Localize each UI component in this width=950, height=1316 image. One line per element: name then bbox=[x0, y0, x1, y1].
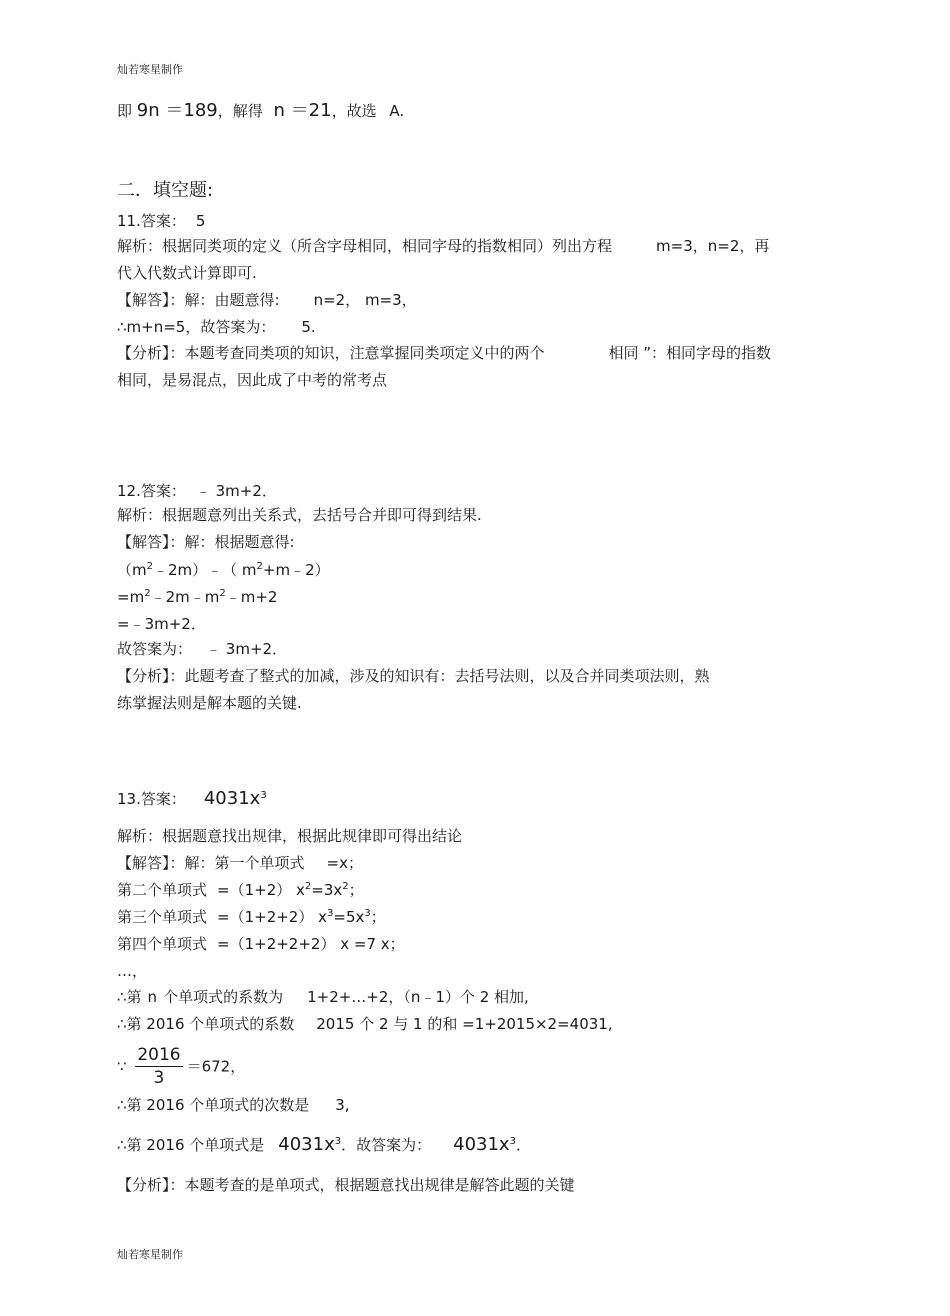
q13-coeff-general bbox=[117, 987, 529, 1007]
q13-coeff-2016 bbox=[117, 1014, 613, 1034]
math-part: ＝672， bbox=[186, 1057, 246, 1076]
math-21: ＝21 bbox=[284, 100, 332, 121]
choice-a: A. bbox=[389, 102, 405, 120]
solution-text: ∴第 2016 个单项式的系数 bbox=[117, 1015, 295, 1033]
answer-label: 11.答案： bbox=[117, 212, 186, 230]
exponent: 2 bbox=[144, 588, 151, 599]
q13-fraction-line bbox=[117, 1044, 245, 1089]
q11-fenxi-line-1 bbox=[117, 343, 771, 363]
math-part: 1+2+…+2，（n﹣1）个 2 相加, bbox=[307, 988, 529, 1006]
q12-answer bbox=[117, 481, 277, 501]
exponent: 2 bbox=[304, 881, 312, 892]
fenxi-text: 【分析】：本题考查同类项的知识，注意掌握同类项定义中的两个 bbox=[117, 344, 545, 362]
answer-value: 5 bbox=[195, 212, 206, 230]
answer-value: ﹣ 3m+2． bbox=[206, 640, 288, 658]
q13-answer bbox=[117, 789, 267, 809]
q13-final bbox=[117, 1135, 531, 1155]
math-part: =3x bbox=[311, 881, 343, 899]
exponent: 2 bbox=[146, 561, 153, 572]
q12-fenxi-line-1: 【分析】：此题考查了整式的加减，涉及的知识有：去括号法则，以及合并同类项法则，熟 bbox=[117, 667, 710, 685]
math-part: 3, bbox=[335, 1096, 350, 1114]
exponent: 2 bbox=[219, 588, 226, 599]
solution-text: ∴第 2016 个单项式是 bbox=[117, 1136, 265, 1154]
q12-solution-line-1: 【解答】：解：根据题意得: bbox=[117, 533, 295, 551]
q11-analysis-line-1 bbox=[117, 236, 769, 256]
solution-text: ∴m+n=5，故答案为： bbox=[117, 318, 276, 336]
math-part: =（1+2） x bbox=[217, 881, 305, 899]
math-part: +m﹣2） bbox=[262, 561, 330, 579]
solution-text: 【解答】：解：第一个单项式 bbox=[117, 854, 305, 872]
exponent: 2 bbox=[256, 561, 263, 572]
math-part: ﹣2m）﹣（ m bbox=[153, 561, 257, 579]
q11-solution-line-1 bbox=[117, 290, 417, 310]
q12-fenxi-line-2: 练掌握法则是解本题的关键. bbox=[117, 694, 302, 712]
math-n: n bbox=[273, 100, 285, 121]
math-part: ； bbox=[370, 908, 386, 926]
math-part: ﹣m+2 bbox=[225, 588, 278, 606]
section-title: 二．填空题: bbox=[117, 180, 214, 201]
math-part: =（1+2+2+2） x =7 x； bbox=[217, 935, 405, 953]
q13-fenxi: 【分析】：本题考查的是单项式，根据题意找出规律是解答此题的关键 bbox=[117, 1176, 575, 1194]
exponent: 3 bbox=[509, 1136, 516, 1147]
solution-text: 第二个单项式 bbox=[117, 881, 208, 899]
because-symbol: ∵ bbox=[117, 1057, 127, 1076]
solution-text: 【解答】：解：由题意得: bbox=[117, 291, 280, 309]
fraction-2016-over-3 bbox=[135, 1044, 182, 1089]
header-watermark: 灿若寒星制作 bbox=[117, 63, 183, 76]
math-part: =5x bbox=[333, 908, 365, 926]
footer-watermark: 灿若寒星制作 bbox=[117, 1248, 183, 1261]
solution-text: ∴第 2016 个单项式的次数是 bbox=[117, 1096, 310, 1114]
text-segment: 即 bbox=[117, 102, 137, 120]
solution-text: 5. bbox=[301, 318, 316, 336]
q12-step-3: =﹣3m+2． bbox=[117, 615, 206, 633]
text-segment: ，故选 bbox=[331, 102, 382, 120]
math-9n: 9n bbox=[136, 100, 160, 121]
math-part: ． bbox=[515, 1136, 531, 1154]
q13-mono-3 bbox=[117, 907, 386, 927]
fraction-numerator: 2016 bbox=[137, 1045, 181, 1065]
exponent: 3 bbox=[364, 908, 371, 919]
q13-degree bbox=[117, 1095, 350, 1115]
q11-answer bbox=[117, 211, 205, 231]
fraction-denominator: 3 bbox=[153, 1068, 165, 1088]
q11-fenxi-line-2: 相同，是易混点，因此成了中考的常考点 bbox=[117, 371, 388, 389]
q13-analysis: 解析：根据题意找出规律，根据此规律即可得出结论 bbox=[117, 827, 463, 845]
math-part: （m bbox=[117, 561, 147, 579]
q13-mono-2 bbox=[117, 880, 364, 900]
fenxi-text: 相同 ”：相同字母的指数 bbox=[608, 344, 772, 362]
q11-solution-line-2 bbox=[117, 317, 316, 337]
solution-text: ．故答案为： bbox=[341, 1136, 432, 1154]
text-segment: 故答案为： bbox=[117, 640, 193, 658]
answer-label: 12.答案： bbox=[117, 482, 186, 500]
math-part: 4031x bbox=[278, 1134, 335, 1155]
answer-value: 4031x bbox=[203, 788, 261, 809]
math-part: ； bbox=[348, 881, 364, 899]
analysis-text: m=3，n=2，再 bbox=[656, 237, 770, 255]
q12-step-2 bbox=[117, 587, 277, 607]
solution-text: 第四个单项式 bbox=[117, 935, 208, 953]
answer-value: ﹣ 3m+2． bbox=[195, 482, 277, 500]
exponent: 3 bbox=[327, 908, 334, 919]
exponent: 2 bbox=[342, 881, 349, 892]
math-part: =x； bbox=[326, 854, 363, 872]
q13-dots: …， bbox=[117, 962, 148, 980]
q13-mono-4 bbox=[117, 934, 405, 954]
q12-step-1 bbox=[117, 560, 330, 580]
answer-label: 13.答案： bbox=[117, 790, 186, 808]
q12-analysis: 解析：根据题意列出关系式，去括号合并即可得到结果. bbox=[117, 506, 482, 524]
math-n: n bbox=[147, 988, 158, 1006]
exponent: 3 bbox=[260, 790, 267, 801]
solution-text: n=2， m=3， bbox=[313, 291, 417, 309]
math-part: 2015 个 2 与 1 的和 =1+2015×2=4031, bbox=[316, 1015, 613, 1033]
conclusion-line bbox=[117, 101, 404, 121]
math-189: ＝189 bbox=[159, 100, 218, 121]
math-part: =（1+2+2） x bbox=[217, 908, 327, 926]
q13-mono-1 bbox=[117, 853, 363, 873]
math-part: =m bbox=[117, 588, 145, 606]
solution-text: ∴第 bbox=[117, 988, 142, 1006]
q11-analysis-line-2: 代入代数式计算即可. bbox=[117, 264, 257, 282]
solution-text: 第三个单项式 bbox=[117, 908, 208, 926]
exponent: 3 bbox=[334, 1136, 342, 1147]
math-part: 4031x bbox=[453, 1134, 510, 1155]
text-segment: ，解得 bbox=[217, 102, 268, 120]
analysis-text: 解析：根据同类项的定义（所含字母相同，相同字母的指数相同）列出方程 bbox=[117, 237, 613, 255]
math-part: ﹣2m﹣m bbox=[150, 588, 220, 606]
q12-conclusion bbox=[117, 639, 287, 659]
solution-text: 个单项式的系数为 bbox=[163, 988, 284, 1006]
